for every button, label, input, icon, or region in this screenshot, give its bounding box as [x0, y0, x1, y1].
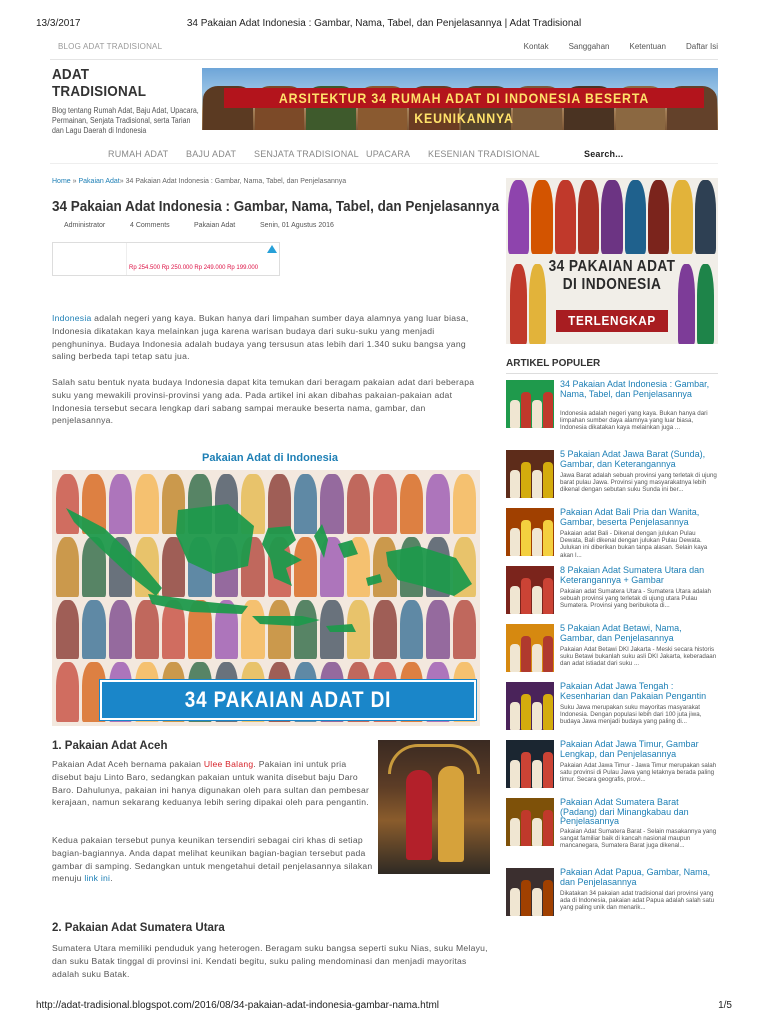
ad-image: [53, 243, 127, 275]
popular-description: Suku Jawa merupakan suku mayoritas masyarakat Indonesia. Dengan populasi lebih dari 100 juta jiwa, budaya Jawa menjadi budaya yang paling di...: [560, 704, 702, 726]
post-label[interactable]: Pakaian Adat: [194, 222, 236, 229]
banner-text: ARSITEKTUR 34 RUMAH ADAT DI INDONESIA BESERTA KEUNIKANNYA: [278, 90, 650, 126]
sidebar-banner-left-people: [510, 264, 546, 344]
popular-thumbnail[interactable]: [506, 566, 554, 614]
costume-figure: [543, 694, 553, 730]
aceh-paragraph-1: [52, 758, 374, 809]
costume-figure: [532, 470, 542, 498]
costume-figure: [543, 520, 553, 556]
popular-title[interactable]: Pakaian Adat Papua, Gambar, Nama, dan Penjelasannya: [560, 867, 711, 887]
aceh-costume-image: [378, 740, 490, 874]
image-caption: Pakaian Adat di Indonesia: [202, 452, 338, 464]
costume-figure: [543, 752, 553, 788]
aceh-arch: [388, 744, 480, 774]
popular-thumbnail[interactable]: [506, 624, 554, 672]
popular-thumbnail[interactable]: [506, 798, 554, 846]
costume-figure: [543, 462, 553, 498]
popular-title[interactable]: Pakaian Adat Jawa Tengah : Kesenharian dan Pakaian Pengantin: [560, 681, 707, 701]
banner-strip: [224, 88, 704, 126]
popular-title[interactable]: 5 Pakaian Adat Betawi, Nama, Gambar, dan Penjelasannya: [560, 623, 682, 643]
detail-link[interactable]: link ini: [84, 873, 111, 884]
link-daftar-isi[interactable]: Daftar Isi: [685, 42, 718, 51]
intro-link[interactable]: Indonesia: [52, 313, 92, 323]
costume-figure: [555, 180, 576, 254]
popular-description: Dikatakan 34 pakaian adat tradisional dari provinsi yang ada di Indonesia, pakaian adat Papua adalah salah satu yang paling unik dan menarik...: [560, 890, 715, 912]
costume-figure: [521, 752, 531, 788]
print-date: 13/3/2017: [36, 18, 81, 29]
popular-thumbnail[interactable]: [506, 868, 554, 916]
costume-figure: [532, 818, 542, 846]
link-kontak[interactable]: Kontak: [523, 42, 549, 51]
popular-title[interactable]: Pakaian Adat Jawa Timur, Gambar Lengkap, dan Penjelasannya: [560, 739, 699, 759]
popular-description: Jawa Barat adalah sebuah provinsi yang terletak di ujung barat pulau Jawa. Provinsi yang masyarakatnya lebih dikenal dengan sebutan suku Sunda ini ber...: [560, 472, 717, 494]
adchoices-icon[interactable]: [267, 245, 277, 253]
costume-figure: [510, 702, 520, 730]
breadcrumb-sep-2: »: [119, 178, 124, 185]
costume-figure: [601, 180, 622, 254]
costume-figure: [543, 578, 553, 614]
sidebar-banner-title-1: 34 PAKAIAN ADAT: [548, 258, 676, 275]
sidebar-banner-ribbon: [556, 310, 668, 332]
costume-figure: [510, 528, 520, 556]
aceh2-text-a: Kedua pakaian tersebut punya keunikan tersendiri sebagai ciri khas di setiap bagian-bagiannya. Anda dapat melihat keunikan bagian-bagian tersebut pada gambar di samping. Sedangkan untuk mengetahui detail penjelasannya silakan menuju: [52, 835, 373, 884]
costume-figure: [578, 180, 599, 254]
costume-figure: [531, 180, 552, 254]
breadcrumb-current: 34 Pakaian Adat Indonesia : Gambar, Nama, Tabel, dan Penjelasannya: [125, 178, 347, 185]
heading-sumatera-utara: 2. Pakaian Adat Sumatera Utara: [52, 922, 225, 934]
heading-aceh: 1. Pakaian Adat Aceh: [52, 740, 168, 752]
aceh-text-b: . Pakaian ini untuk pria disebut baju Linto Baro, sedangkan pakaian untuk wanita disebut baju Daro Baro. Dahulunya, pakaian ini hanya digunakan oleh para sultan dan pembesar kerajaan, namun sekarang keduanya lebih sering dipakai oleh para pengantin.: [52, 759, 370, 808]
popular-title[interactable]: 8 Pakaian Adat Sumatera Utara dan Keterangannya + Gambar: [560, 565, 705, 585]
costume-figure: [521, 578, 531, 614]
print-title: 34 Pakaian Adat Indonesia : Gambar, Nama, Tabel, dan Penjelasannya | Adat Tradisional: [186, 18, 582, 29]
link-ketentuan[interactable]: Ketentuan: [629, 42, 666, 51]
sumut-paragraph: Sumatera Utara memiliki penduduk yang heterogen. Beragam suku bangsa seperti suku Nias, suku Melayu, dan suku Batak tinggal di provinsi ini. Kendati begitu, suku paling mendominasi dan menjadi mayoritas adalah suku Batak.: [52, 943, 488, 979]
popular-description: Indonesia adalah negeri yang kaya. Bukan hanya dari limpahan sumber daya alamnya yang luar biasa, Indonesia dikatakan kaya melainkan juga ...: [560, 410, 708, 432]
costume-figure: [532, 644, 542, 672]
costume-figure: [521, 694, 531, 730]
breadcrumb-category[interactable]: Pakaian Adat: [78, 178, 120, 185]
popular-description: Pakaian adat Bali - Dikenal dengan julukan Pulau Dewata, Bali dikenal dengan julukan Pulau Dewata. Julukan ini diberikan bukan tanpa alasan. Selain kaya akan l...: [560, 530, 708, 559]
popular-thumbnail[interactable]: [506, 740, 554, 788]
sidebar-banner-ribbon-text: TERLENGKAP: [568, 313, 656, 328]
sidebar-banner-title-2: DI INDONESIA: [562, 276, 662, 293]
sidebar-banner-right-people: [678, 264, 714, 344]
ad-prices: Rp 254.500 Rp 250.000 Rp 249.000 Rp 199.000: [129, 265, 259, 271]
popular-title[interactable]: 34 Pakaian Adat Indonesia : Gambar, Nama, Tabel, dan Penjelasannya: [560, 379, 710, 399]
costume-figure: [521, 520, 531, 556]
popular-title[interactable]: Pakaian Adat Bali Pria dan Wanita, Gambar, beserta Penjelasannya: [560, 507, 700, 527]
costume-figure: [510, 586, 520, 614]
site-tagline: Blog tentang Rumah Adat, Baju Adat, Upacara, Permainan, Senjata Tradisional, serta Tarian dan Lagu Daerah di Indonesia: [52, 106, 199, 135]
costume-figure: [510, 470, 520, 498]
aceh-text-a: Pakaian Adat Aceh bernama pakaian: [52, 759, 204, 769]
sidebar-banner[interactable]: [506, 178, 718, 344]
costume-figure: [648, 180, 669, 254]
post-date: Senin, 01 Agustus 2016: [260, 222, 334, 229]
nav-rumah-adat[interactable]: RUMAH ADAT: [108, 149, 169, 159]
nav-baju-adat[interactable]: BAJU ADAT: [186, 149, 237, 159]
aceh-groom: [406, 770, 432, 860]
site-brand: [52, 66, 202, 136]
costume-figure: [543, 636, 553, 672]
header-banner[interactable]: [202, 68, 718, 130]
second-paragraph: Salah satu bentuk nyata budaya Indonesia dapat kita temukan dari beragam pakaian adat dari beberapa suku yang mewakili provinsi-provinsi yang ada. Pada artikel ini akan dibahas pakaian-pakaian adat Indonesia tersebut secara lengkap dari sabang sampai merauke beserta nama, gambar, dan penjelasannya.: [52, 377, 475, 426]
popular-heading: ARTIKEL POPULER: [506, 358, 718, 374]
link-sanggahan[interactable]: Sanggahan: [568, 42, 610, 51]
blog-label[interactable]: BLOG ADAT TRADISIONAL: [58, 42, 163, 51]
post-author[interactable]: Administrator: [64, 222, 106, 229]
sidebar-banner-people: [506, 178, 718, 256]
aceh2-text-b: .: [110, 873, 113, 884]
main-nav: [50, 144, 718, 164]
costume-figure: [521, 810, 531, 846]
costume-figure: [532, 586, 542, 614]
nav-senjata-tradisional[interactable]: SENJATA TRADISIONAL: [254, 149, 359, 159]
print-footer: [0, 994, 768, 1024]
nav-kesenian-tradisional[interactable]: KESENIAN TRADISIONAL: [428, 149, 540, 159]
costume-figure: [625, 180, 646, 254]
breadcrumb: [52, 178, 346, 185]
costume-figure: [532, 702, 542, 730]
breadcrumb-sep: »: [72, 178, 77, 185]
ad-banner[interactable]: [52, 242, 280, 276]
site-name[interactable]: ADAT TRADISIONAL: [52, 66, 147, 100]
costume-figure: [695, 180, 716, 254]
intro-paragraph: [52, 312, 488, 363]
costume-figure: [532, 400, 542, 428]
image-label: 34 PAKAIAN ADAT DI INDONESIA: [184, 687, 392, 748]
popular-description: Pakaian Adat Betawi DKI Jakarta - Meski secara historis suku Betawi bukanlah suku asli DKI Jakarta, keberadaan dan adat istiadat dari suku ...: [560, 646, 717, 668]
popular-description: Pakaian Adat Jawa Timur - Jawa Timur merupakan salah satu provinsi di Pulau Jawa yang letaknya berada paling timur. Secara geografis, provi...: [560, 762, 717, 784]
print-url: http://adat-tradisional.blogspot.com/2016/08/34-pakaian-adat-indonesia-gambar-nama.html: [36, 1000, 440, 1011]
costume-figure: [521, 392, 531, 428]
popular-title[interactable]: 5 Pakaian Adat Jawa Barat (Sunda), Gambar, dan Keterangannya: [560, 449, 706, 469]
image-label-box: [100, 680, 476, 748]
costume-figure: [521, 880, 531, 916]
top-links: [524, 42, 718, 51]
costume-figure: [508, 180, 529, 254]
costume-figure: [532, 760, 542, 788]
post-comments[interactable]: 4 Comments: [130, 222, 170, 229]
popular-thumbnail[interactable]: [506, 508, 554, 556]
post-title: 34 Pakaian Adat Indonesia : Gambar, Nama, Tabel, dan Penjelasannya: [52, 198, 500, 215]
costume-figure: [521, 462, 531, 498]
costume-figure: [543, 880, 553, 916]
popular-thumbnail[interactable]: [506, 682, 554, 730]
popular-description: Pakaian adat Sumatera Utara - Sumatera Utara adalah sebuah provinsi yang terletak di ujung utara Pulau Sumatera. Provinsi yang beribukota di...: [560, 588, 711, 610]
costume-figure: [510, 644, 520, 672]
intro-text: adalah negeri yang kaya. Bukan hanya dari limpahan sumber daya alamnya yang luar biasa, Indonesia dikatakan kaya melainkan juga karena warisan budaya dari suku-suku yang menjadi penghuninya. Budaya Indonesia adalah budaya yang tersusun atas lebih dari 1.340 suku bangsa yang saling berbeda tapi tetap satu jua.: [52, 313, 469, 362]
ulee-balang-link[interactable]: Ulee Balang: [203, 759, 254, 769]
aceh-bride: [438, 766, 464, 862]
costume-figure: [532, 888, 542, 916]
costume-figure: [532, 528, 542, 556]
aceh-paragraph-2: [52, 834, 374, 885]
popular-description: Pakaian Adat Sumatera Barat - Selain masakannya yang sangat familiar baik di kancah nasional maupun mancanegara, Sumatera Barat juga dikenal...: [560, 828, 717, 850]
costume-figure: [543, 810, 553, 846]
costume-figure: [510, 760, 520, 788]
print-page: 1/5: [718, 1000, 732, 1011]
costume-figure: [543, 392, 553, 428]
costume-figure: [671, 180, 692, 254]
nav-upacara[interactable]: UPACARA: [366, 149, 411, 159]
breadcrumb-home[interactable]: Home: [52, 178, 71, 185]
costume-figure: [521, 636, 531, 672]
popular-title[interactable]: Pakaian Adat Sumatera Barat (Padang) dari Minangkabau dan Penjelasannya: [560, 797, 689, 826]
costume-figure: [510, 888, 520, 916]
costume-figure: [510, 818, 520, 846]
top-bar: [50, 34, 718, 60]
popular-thumbnail[interactable]: [506, 380, 554, 428]
popular-thumbnail[interactable]: [506, 450, 554, 498]
search-input[interactable]: Search...: [584, 149, 624, 159]
costume-figure: [510, 400, 520, 428]
